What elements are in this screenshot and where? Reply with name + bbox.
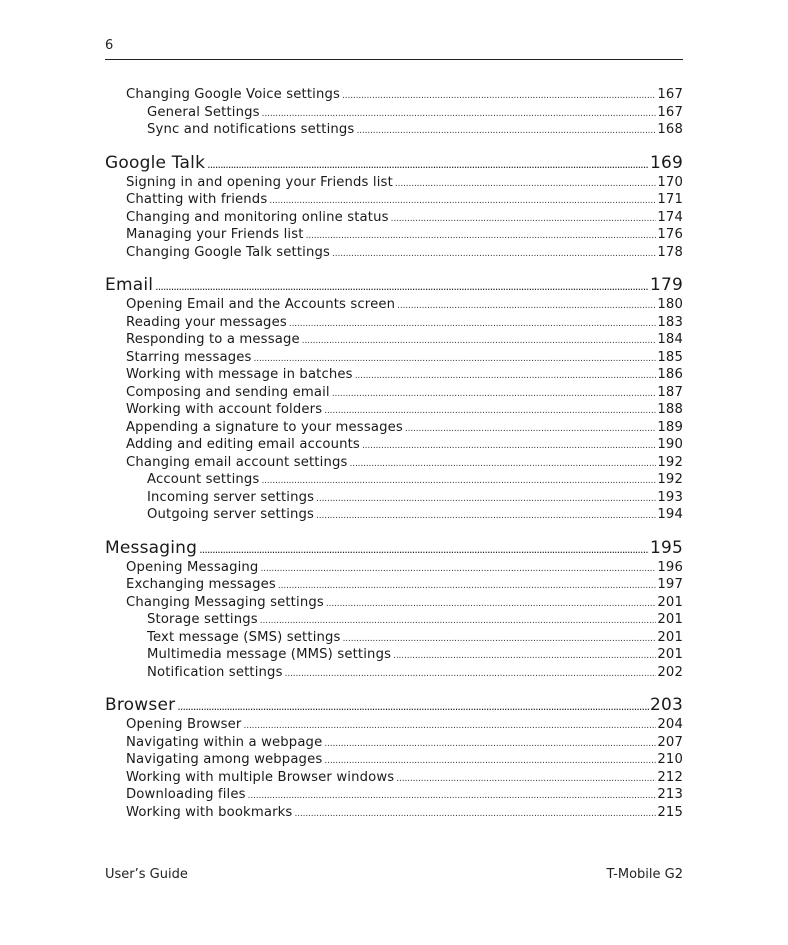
dot-leader [207,154,649,176]
toc-entry-title: General Settings [147,104,260,120]
toc-entry[interactable] [105,121,683,139]
toc-entry-page-number: 176 [657,227,683,242]
dot-leader [289,316,657,334]
toc-entry-page-number: 170 [657,174,683,190]
toc-entry-title: Chatting with friends [126,192,268,207]
toc-entry-page-number: 201 [657,594,683,610]
toc-entry[interactable] [105,506,683,524]
toc-entry-page-number: 201 [657,647,683,662]
toc-entry-title: Incoming server settings [147,489,315,505]
toc-entry-page-number: 187 [657,384,683,400]
toc-entry-title: Signing in and opening your Friends list [126,174,393,190]
toc-entry-title: Changing Google Voice settings [126,87,341,102]
dot-leader [302,333,657,351]
dot-leader [177,696,649,718]
toc-entry-page-number: 186 [657,367,683,382]
dot-leader [248,788,657,806]
toc-entry-page-number: 168 [657,122,683,137]
toc-entry[interactable] [105,594,683,612]
dot-leader [260,561,656,579]
toc-entry[interactable] [105,314,683,332]
toc-entry-page-number: 188 [657,402,683,417]
toc-entry-page-number: 203 [649,695,683,715]
dot-leader [397,298,656,316]
toc-entry-title: Changing email account settings [126,454,348,470]
toc-entry-page-number: 185 [657,349,683,365]
toc-entry-page-number: 171 [657,192,683,207]
dot-leader [316,491,656,509]
toc-chapter-entry[interactable] [105,694,683,716]
toc-entry-title: Changing Google Talk settings [126,244,331,260]
toc-entry-title: Account settings [147,472,260,487]
toc-entry-title: Multimedia message (MMS) settings [147,647,392,662]
toc-entry-page-number: 183 [657,314,683,330]
dot-leader [362,438,656,456]
toc-entry-title: Notification settings [147,664,283,680]
toc-entry-page-number: 194 [657,507,683,522]
toc-entry[interactable] [105,331,683,349]
toc-entry[interactable] [105,384,683,402]
toc-entry-title: Appending a signature to your messages [126,419,403,435]
toc-entry[interactable] [105,576,683,594]
toc-chapter-entry[interactable] [105,152,683,174]
toc-entry-page-number: 167 [657,104,683,120]
toc-entry-page-number: 201 [657,629,683,645]
toc-entry-page-number: 167 [657,87,683,102]
toc-entry-title: Navigating within a webpage [126,734,323,750]
toc-entry-page-number: 207 [657,734,683,750]
toc-entry-page-number: 180 [657,297,683,312]
toc-entry-title: Managing your Friends list [126,227,304,242]
dot-leader [316,508,656,526]
toc-entry[interactable] [105,349,683,367]
footer-document-title: User’s Guide [105,867,188,882]
toc-entry[interactable] [105,226,683,244]
toc-entry-title: Changing Messaging settings [126,594,324,610]
dot-leader [332,386,657,404]
toc-entry-page-number: 197 [657,577,683,592]
dot-leader [356,123,656,141]
toc-entry-title: Storage settings [147,612,258,627]
toc-entry-page-number: 195 [649,537,683,558]
toc-entry-title: Email [105,275,154,295]
toc-entry-title: Starring messages [126,349,252,365]
toc-entry-page-number: 204 [657,717,683,732]
dot-leader [326,596,657,614]
toc-entry-title: Working with multiple Browser windows [126,769,395,785]
toc-entry-title: Messaging [105,537,198,558]
toc-entry-page-number: 213 [657,787,683,802]
toc-entry-title: Working with message in batches [126,367,353,382]
toc-entry[interactable] [105,716,683,734]
toc-entry[interactable] [105,86,683,104]
toc-entry-page-number: 196 [657,559,683,575]
toc-entry[interactable] [105,296,683,314]
toc-entry[interactable] [105,629,683,647]
toc-entry-title: Browser [105,695,176,715]
dot-leader [393,648,656,666]
toc-entry-title: Opening Browser [126,717,242,732]
toc-entry[interactable] [105,191,683,209]
toc-entry-title: Outgoing server settings [147,507,315,522]
toc-entry[interactable] [105,209,683,227]
toc-entry-page-number: 212 [657,769,683,785]
toc-entry-page-number: 174 [657,209,683,225]
dot-leader [405,421,656,439]
toc-entry[interactable] [105,489,683,507]
toc-entry-title: Working with bookmarks [126,804,293,820]
toc-entry-title: Working with account folders [126,402,323,417]
toc-entry-title: Opening Email and the Accounts screen [126,297,396,312]
toc-entry[interactable] [105,244,683,262]
dot-leader [350,456,657,474]
toc-entry[interactable] [105,454,683,472]
toc-entry-page-number: 192 [657,472,683,487]
toc-entry-page-number: 215 [657,804,683,820]
toc-chapter-entry[interactable] [105,537,683,559]
toc-entry[interactable] [105,804,683,822]
toc-entry-title: Exchanging messages [126,577,276,592]
dot-leader [199,539,649,561]
toc-entry-page-number: 201 [657,612,683,627]
toc-entry-page-number: 179 [649,275,683,295]
toc-entry-title: Sync and notifications settings [147,122,355,137]
dot-leader [294,806,656,824]
toc-entry[interactable] [105,559,683,577]
toc-entry-title: Composing and sending email [126,384,330,400]
toc-chapter-entry[interactable] [105,274,683,296]
dot-leader [342,88,656,106]
toc-entry-page-number: 193 [657,489,683,505]
toc-entry-title: Text message (SMS) settings [147,629,341,645]
toc-entry[interactable] [105,104,683,122]
table-of-contents [105,86,683,821]
dot-leader [391,211,657,229]
header-rule [105,59,683,60]
dot-leader [285,666,657,684]
toc-entry[interactable] [105,471,683,489]
toc-entry[interactable] [105,751,683,769]
toc-entry-page-number: 190 [657,437,683,452]
toc-entry[interactable] [105,786,683,804]
toc-entry[interactable] [105,401,683,419]
toc-entry-title: Navigating among webpages [126,752,323,767]
dot-leader [324,736,656,754]
toc-entry-page-number: 178 [657,244,683,260]
toc-entry[interactable] [105,769,683,787]
toc-entry-page-number: 202 [657,664,683,680]
toc-entry-title: Downloading files [126,787,246,802]
dot-leader [278,578,656,596]
toc-entry[interactable] [105,366,683,384]
toc-entry-page-number: 169 [649,152,683,173]
dot-leader [395,176,656,194]
dot-leader [155,276,649,298]
toc-entry[interactable] [105,174,683,192]
toc-entry-title: Responding to a message [126,332,300,347]
toc-entry[interactable] [105,734,683,752]
dot-leader [306,228,657,246]
dot-leader [332,246,656,264]
toc-entry-title: Opening Messaging [126,559,259,575]
toc-entry[interactable] [105,611,683,629]
toc-entry-title: Google Talk [105,152,206,173]
toc-entry[interactable] [105,646,683,664]
page-number: 6 [105,38,114,53]
toc-entry-title: Changing and monitoring online status [126,209,389,225]
dot-leader [396,771,656,789]
footer-product-name: T-Mobile G2 [606,867,683,882]
toc-entry-title: Reading your messages [126,314,287,330]
toc-entry-title: Adding and editing email accounts [126,437,360,452]
dot-leader [261,473,656,491]
toc-entry-page-number: 184 [657,332,683,347]
dot-leader [355,368,657,386]
toc-entry-page-number: 192 [657,454,683,470]
toc-entry[interactable] [105,664,683,682]
toc-entry-page-number: 210 [657,752,683,767]
toc-entry-page-number: 189 [657,419,683,435]
toc-entry[interactable] [105,419,683,437]
toc-entry[interactable] [105,436,683,454]
